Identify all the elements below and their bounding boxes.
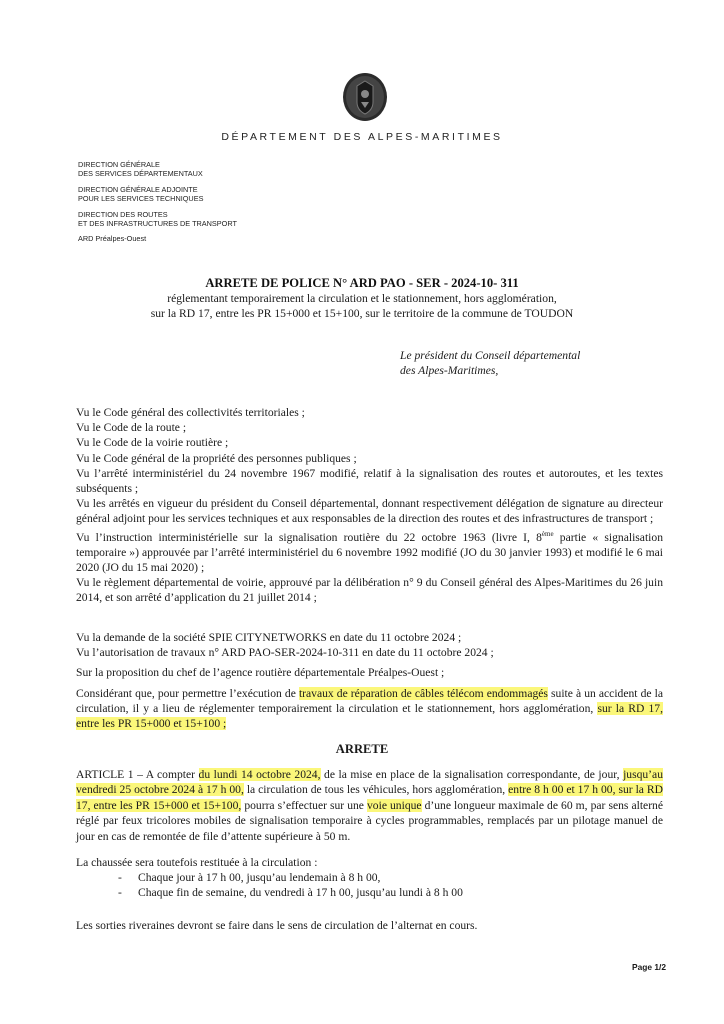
instruction-text: partie « signalisation temporaire ») approuvée par l’arrêté interministériel du 6 novembre 1992 modifié (JO du 30 janvier 1993) et modifié le 6 mai 2020 (JO du 15 mai 2020) ; [76, 530, 663, 574]
demandes-block [76, 630, 663, 660]
direction-generale [78, 160, 338, 179]
arrete-heading: ARRETE [335, 742, 389, 756]
vu-item: Vu le règlement départemental de voirie, approuvé par la délibération n° 9 du Conseil général des Alpes-Maritimes du 26 juin 2014, et son arrêté d’application du 21 juillet 2014 ; [76, 576, 663, 605]
highlighted-text: jusqu’au vendredi 25 octobre 2024 à 17 h 00, [76, 768, 663, 797]
list-item-text: Chaque jour à 17 h 00, jusqu’au lendemain à 8 h 00, [138, 871, 381, 885]
restitution-block [76, 855, 663, 901]
ard-label: ARD Préalpes-Ouest [78, 234, 147, 244]
dash-bullet: - [118, 871, 122, 885]
alpes-maritimes-seal-icon [342, 72, 388, 122]
sorties-block [76, 918, 663, 933]
highlighted-text: voie unique [367, 798, 422, 812]
text-run: d’une longueur maximale de 60 m, par sens alterné réglé par feux tricolores mobiles de signalisation temporaire à cycles programmables, remplacés par un pilotage manuel de jour en cas de remontée de file d’attente supérieure à 50 m. [76, 798, 663, 843]
proposition-block [76, 665, 663, 680]
text-run: la circulation de tous les véhicules, hors agglomération, [243, 783, 509, 797]
text-run: suite à un accident de la circulation, il y a lieu de réglementer temporairement la circulation et le stationnement, hors agglomération, [76, 687, 663, 716]
vu-item-instruction [76, 527, 663, 575]
highlighted-text: travaux de réparation de câbles télécom endommagés [298, 687, 548, 700]
sorties-text: Les sorties riveraines devront se faire dans le sens de circulation de l’alternat en cours. [76, 919, 478, 932]
text-run: de la mise en place de la signalisation correspondante, de jour, [320, 768, 624, 781]
article-1 [76, 767, 663, 844]
vu-item: Vu le Code de la voirie routière ; [76, 436, 229, 450]
restitution-list [76, 870, 663, 900]
direction-line: DIRECTION GÉNÉRALE ADJOINTE [78, 184, 198, 194]
list-item [76, 870, 663, 885]
document-subtitle [0, 291, 724, 321]
considerant-block [76, 686, 663, 732]
president-signatory [400, 348, 580, 378]
direction-routes [78, 210, 338, 229]
highlighted-text: sur la RD 17, entre les PR 15+000 et 15+100 ; [76, 702, 663, 731]
instruction-text: Vu l’instruction interministérielle sur la signalisation routière du 22 octobre 1963 (livre I, 8 [76, 530, 542, 544]
president-line: des Alpes-Maritimes, [400, 364, 499, 377]
highlighted-text: du lundi 14 octobre 2024, [198, 768, 321, 781]
directions-block [78, 160, 338, 244]
text-run: Considérant que, pour permettre l’exécution de [76, 687, 299, 700]
list-item [76, 885, 663, 900]
vu-item: Vu le Code de la route ; [76, 421, 187, 435]
vu-item: Vu le Code général des collectivités territoriales ; [76, 406, 305, 419]
considerant-text [76, 686, 663, 732]
direction-adjointe [78, 185, 338, 204]
list-item-text: Chaque fin de semaine, du vendredi à 17 h 00, jusqu’au lundi à 8 h 00 [138, 886, 463, 900]
subtitle-line: réglementant temporairement la circulation et le stationnement, hors agglomération, [167, 292, 557, 305]
vu-item: Vu l’arrêté interministériel du 24 novembre 1967 modifié, relatif à la signalisation des routes et autoroutes, et les textes subséquents ; [76, 466, 663, 496]
dash-bullet: - [118, 886, 122, 900]
vu-item: Vu les arrêtés en vigueur du président du Conseil départemental, donnant respectivement délégation de signature au directeur général adjoint pour les services techniques et aux responsables de la direction des routes et des infrastructures de transport ; [76, 497, 663, 526]
department-title: DÉPARTEMENT DES ALPES-MARITIMES [221, 131, 503, 143]
direction-line: ET DES INFRASTRUCTURES DE TRANSPORT [78, 219, 237, 229]
instruction-superscript: ème [541, 529, 554, 538]
proposition-text: Sur la proposition du chef de l’agence routière départementale Préalpes-Ouest ; [76, 666, 445, 679]
page-number: Page 1/2 [632, 962, 666, 972]
text-run: pourra s’effectuer sur une [241, 798, 367, 812]
direction-line: DIRECTION DES ROUTES [78, 209, 168, 219]
president-line: Le président du Conseil départemental [400, 349, 581, 362]
direction-line: DIRECTION GÉNÉRALE [78, 160, 160, 169]
demande-item: Vu l’autorisation de travaux n° ARD PAO-SER-2024-10-311 en date du 11 octobre 2024 ; [76, 646, 494, 660]
demande-item: Vu la demande de la société SPIE CITYNETWORKS en date du 11 octobre 2024 ; [76, 631, 462, 644]
text-run: ARTICLE 1 – A compter [76, 768, 199, 781]
restitution-intro: La chaussée sera toutefois restituée à la circulation : [76, 856, 318, 869]
direction-line: POUR LES SERVICES TECHNIQUES [78, 194, 204, 204]
subtitle-line: sur la RD 17, entre les PR 15+000 et 15+100, sur le territoire de la commune de TOUDON [150, 307, 574, 320]
document-title: ARRETE DE POLICE N° ARD PAO - SER - 2024-10- 311 [205, 276, 519, 290]
direction-line: DES SERVICES DÉPARTEMENTAUX [78, 169, 203, 179]
vu-item: Vu le Code général de la propriété des personnes publiques ; [76, 451, 357, 465]
highlighted-text: entre 8 h 00 et 17 h 00, sur la RD 17, entre les PR 15+000 et 15+100, [76, 783, 664, 812]
article-1-text [76, 767, 663, 844]
vu-list [76, 405, 663, 606]
